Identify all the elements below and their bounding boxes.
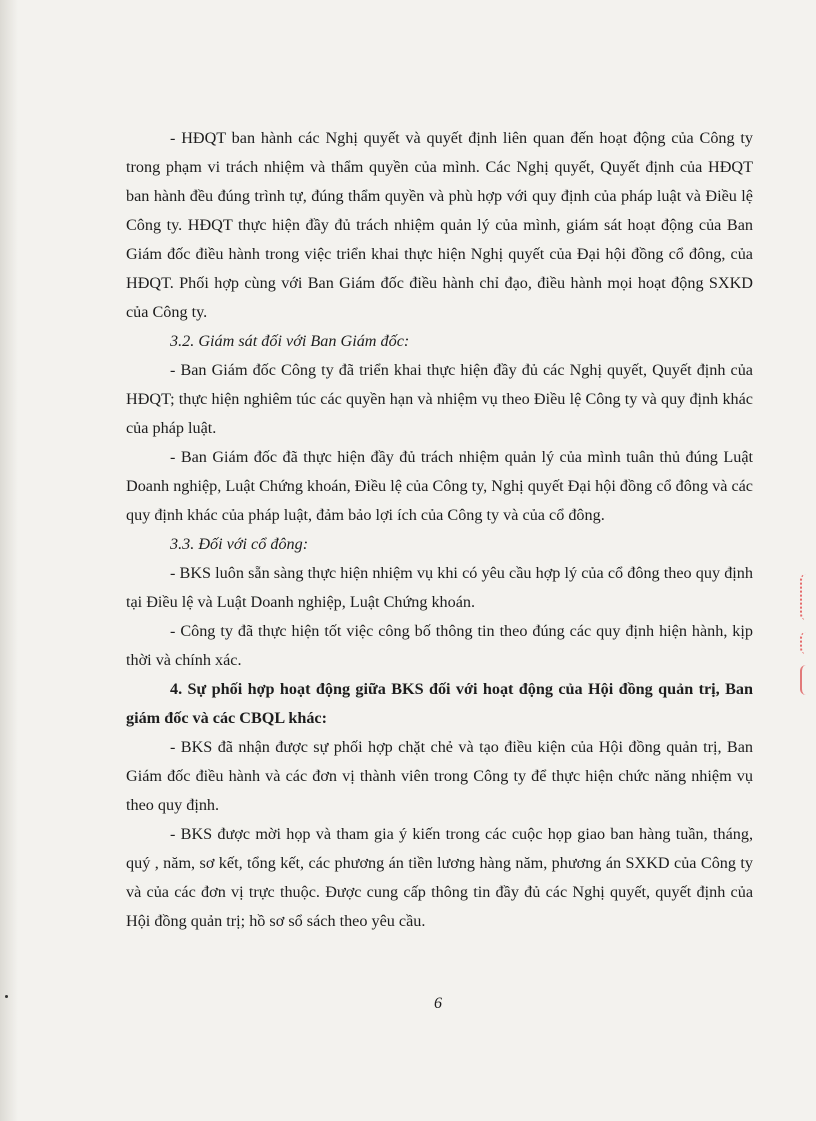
heading-3-3-shareholders: 3.3. Đối với cổ đông: <box>170 535 309 553</box>
paragraph-bks-coordination: - BKS đã nhận được sự phối hợp chặt chẻ và tạo điều kiện của Hội đồng quản trị, Ban Giám đốc điều hành và các đơn vị thành viên trong Công ty để thực hiện chức năng nhiệm vụ theo quy định. <box>126 738 753 814</box>
paragraph-information-disclosure: - Công ty đã thực hiện tốt việc công bố thông tin theo đúng các quy định hiện hành, kịp thời và chính xác. <box>126 622 753 669</box>
paragraph-hdqt-resolutions: - HĐQT ban hành các Nghị quyết và quyết định liên quan đến hoạt động của Công ty trong phạm vi trách nhiệm và thẩm quyền của mình. Các Nghị quyết, Quyết định của HĐQT ban hành đều đúng trình tự, đúng thẩm quyền và phù hợp với quy định của pháp luật và Điều lệ Công ty. HĐQT thực hiện đầy đủ trách nhiệm quản lý của mình, giám sát hoạt động của Ban Giám đốc điều hành trong việc triển khai thực hiện Nghị quyết của Đại hội đồng cổ đông, của HĐQT. Phối hợp cùng với Ban Giám đốc điều hành chỉ đạo, điều hành mọi hoạt động SXKD của Công ty. <box>126 129 753 321</box>
paragraph-board-implementation: - Ban Giám đốc Công ty đã triển khai thực hiện đầy đủ các Nghị quyết, Quyết định của HĐQT; thực hiện nghiêm túc các quyền hạn và nhiệm vụ theo Điều lệ Công ty và quy định khác của pháp luật. <box>126 361 753 437</box>
paragraph-bks-meetings: - BKS được mời họp và tham gia ý kiến trong các cuộc họp giao ban hàng tuần, tháng, quý , năm, sơ kết, tổng kết, các phương án tiền lương hàng năm, phương án SXKD của Công ty và của các đơn vị trực thuộc. Được cung cấp thông tin đầy đủ các Nghị quyết, quyết định của Hội đồng quản trị; hồ sơ sổ sách theo yêu cầu. <box>126 825 753 930</box>
red-stamp-fragment <box>800 665 816 695</box>
page-number: 6 <box>434 995 442 1012</box>
red-stamp-fragment <box>800 574 816 620</box>
scan-edge-shadow <box>0 0 18 1121</box>
heading-3-2-supervision-board-of-directors: 3.2. Giám sát đối với Ban Giám đốc: <box>170 332 410 350</box>
red-stamp-fragment <box>800 632 816 654</box>
paragraph-board-compliance: - Ban Giám đốc đã thực hiện đầy đủ trách nhiệm quản lý của mình tuân thủ đúng Luật Doanh nghiệp, Luật Chứng khoán, Điều lệ của Công ty, Nghị quyết Đại hội đồng cổ đông và các quy định khác của pháp luật, đảm bảo lợi ích của Công ty và của cổ đông. <box>126 448 753 524</box>
document-body <box>126 124 753 936</box>
paragraph-bks-readiness: - BKS luôn sẵn sàng thực hiện nhiệm vụ khi có yêu cầu hợp lý của cổ đông theo quy định tại Điều lệ và Luật Doanh nghiệp, Luật Chứng khoán. <box>126 564 753 611</box>
section-4-coordination-heading: 4. Sự phối hợp hoạt động giữa BKS đối với hoạt động của Hội đồng quản trị, Ban giám đốc và các CBQL khác: <box>126 680 753 727</box>
